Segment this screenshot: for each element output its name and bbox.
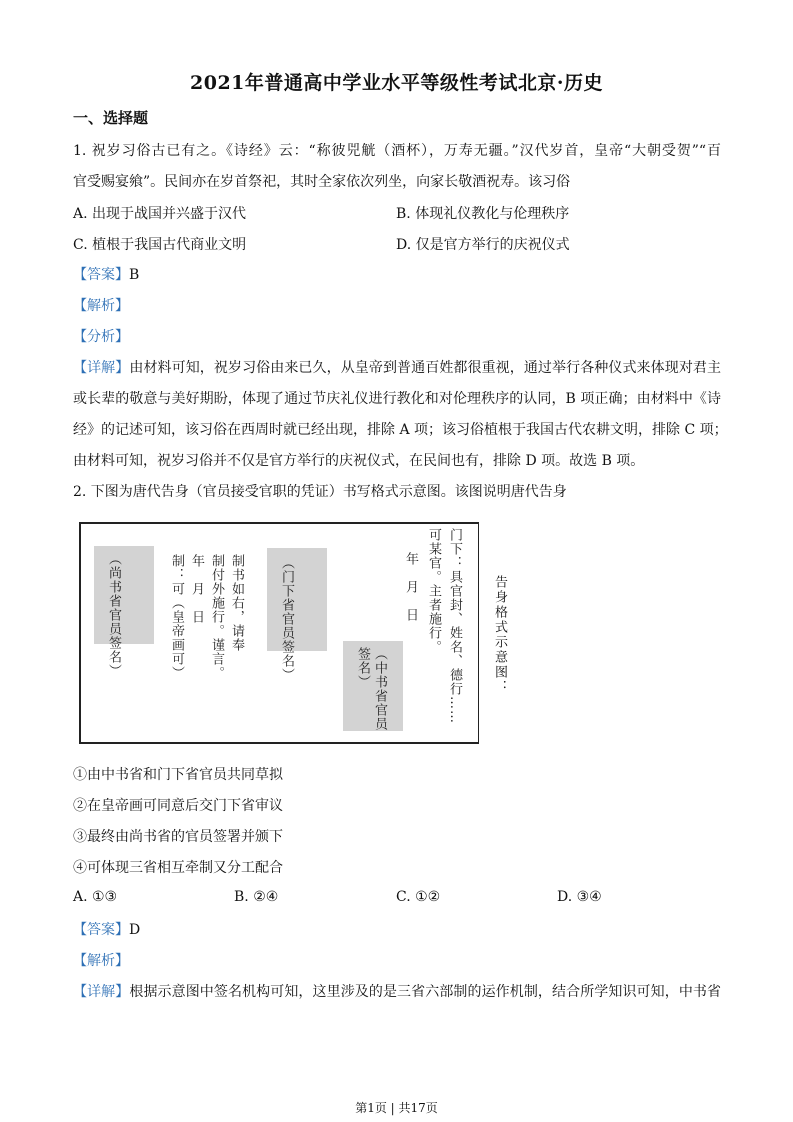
- q2-stem: 2. 下图为唐代告身（官员接受官职的凭证）书写格式示意图。该图说明唐代告身: [73, 484, 567, 500]
- q2-option-b: B. ②④: [234, 889, 279, 905]
- q1-detail-line2: 或长辈的敬意与美好期盼，体现了通过节庆礼仪进行教化和对伦理秩序的认同，B 项正确；由材料中《诗: [73, 391, 721, 407]
- section-heading: 一、选择题: [73, 109, 149, 127]
- answer-value: B: [129, 267, 140, 283]
- q2-answer: [73, 920, 140, 940]
- col-menxia: 门下：具官封、姓名、德行……: [447, 528, 462, 724]
- detail-tag: 【详解】: [73, 984, 130, 1000]
- diagram-side-title: 告身格式示意图：: [492, 575, 507, 695]
- q2-item2: ②在皇帝画可同意后交门下省审议: [73, 798, 283, 814]
- q1-detail-line4: 由材料可知，祝岁习俗并不仅是官方举行的庆祝仪式，在民间也有，排除 D 项。故选 B 项。: [73, 453, 645, 469]
- q1-option-a: A. 出现于战国并兴盛于汉代: [73, 206, 247, 222]
- q2-item4: ④可体现三省相互牵制又分工配合: [73, 860, 283, 876]
- q1-detail-line3: 经》的记述可知，该习俗在西周时就已经出现，排除 A 项；该习俗植根于我国古代农耕文明，排除 C 项；: [73, 422, 728, 438]
- detail-tag: 【详解】: [73, 360, 130, 376]
- analysis-tag: 【解析】: [73, 298, 129, 314]
- answer-tag: 【答案】: [73, 267, 129, 283]
- analysis-tag: 【解析】: [73, 953, 129, 969]
- shangshu-signature-box: [94, 546, 154, 644]
- fenxi-tag: 【分析】: [73, 329, 129, 345]
- page-title: 2021年普通高中学业水平等级性考试北京·历史: [190, 72, 603, 94]
- q1-analysis: [73, 296, 129, 316]
- answer-tag: 【答案】: [73, 922, 129, 938]
- q1-fenxi: [73, 327, 129, 347]
- gaoshen-diagram: [79, 522, 479, 744]
- col-zhishu: 制书如右，请奉: [229, 554, 244, 652]
- q2-option-d: D. ③④: [557, 889, 602, 905]
- q1-option-c: C. 植根于我国古代商业文明: [73, 237, 247, 253]
- page-footer: 第1页 | 共17页: [355, 1101, 438, 1115]
- answer-value: D: [129, 922, 141, 938]
- q2-detail-line1: [73, 982, 721, 1002]
- col-zhifu: 制付外施行。谨言。: [209, 554, 224, 680]
- q1-answer: [73, 265, 139, 285]
- zhongshu-signature-label: （中书省官员签名）: [355, 647, 387, 731]
- shangshu-signature-label: （尚书省官员签名）: [106, 552, 121, 678]
- menxia-signature-label: （门下省官员签名）: [279, 556, 294, 682]
- col-date1: 年 月 日: [403, 552, 418, 622]
- q2-item1: ①由中书省和门下省官员共同草拟: [73, 767, 283, 783]
- q2-option-a: A. ①③: [73, 889, 118, 905]
- detail-text: 根据示意图中签名机构可知，这里涉及的是三省六部制的运作机制，结合所学知识可知，中书省: [129, 984, 722, 1000]
- col-kemou: 可某官。主者施行。: [426, 528, 441, 654]
- q1-option-b: B. 体现礼仪教化与伦理秩序: [396, 206, 570, 222]
- detail-text: 由材料可知，祝岁习俗由来已久，从皇帝到普通百姓都很重视，通过举行各种仪式来体现对君主: [129, 360, 722, 376]
- q2-analysis: [73, 951, 129, 971]
- q1-stem-line1: 1. 祝岁习俗古已有之。《诗经》云：“称彼兕觥（酒杯），万寿无疆。”汉代岁首，皇帝“大朝受贺”“百: [73, 143, 721, 159]
- q1-option-d: D. 仅是官方举行的庆祝仪式: [396, 237, 570, 253]
- q2-option-c: C. ①②: [396, 889, 441, 905]
- q1-detail-line1: [73, 358, 721, 378]
- col-date2: 年 月 日: [189, 554, 204, 624]
- q2-item3: ③最终由尚书省的官员签署并颁下: [73, 829, 283, 845]
- col-zhike: 制：可（皇帝画可）: [169, 554, 184, 680]
- menxia-signature-box: [267, 548, 327, 651]
- q1-stem-line2: 官受赐宴飨”。民间亦在岁首祭祀，其时全家依次列坐，向家长敬酒祝寿。该习俗: [73, 174, 571, 190]
